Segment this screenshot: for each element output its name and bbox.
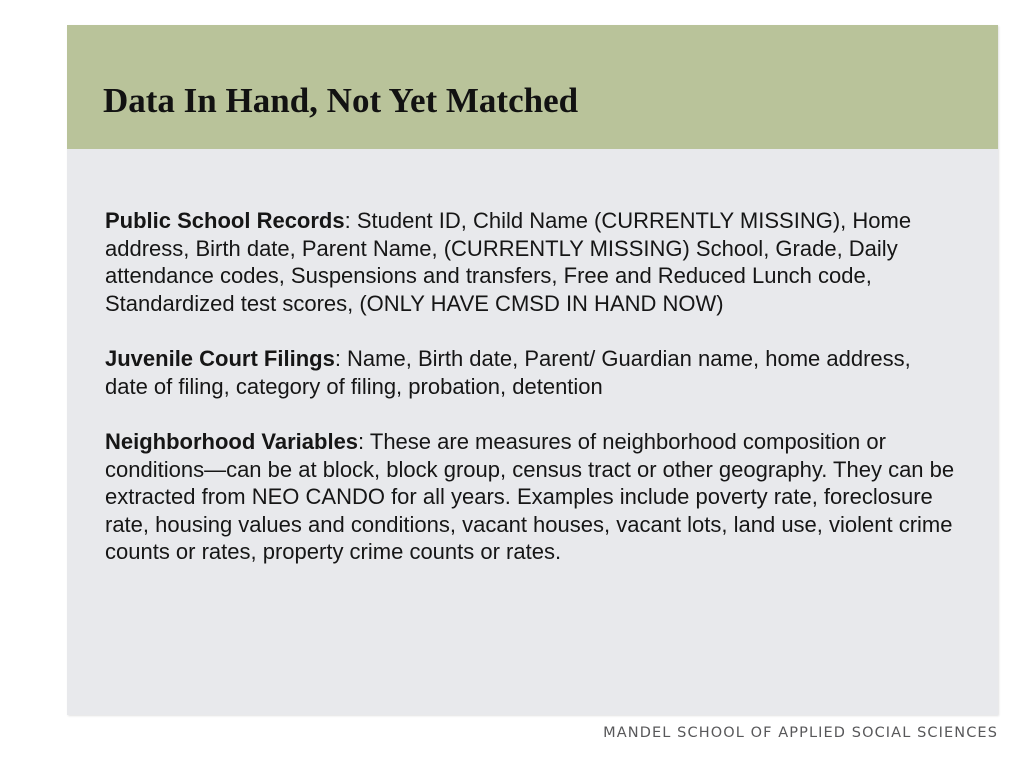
slide-title: Data In Hand, Not Yet Matched bbox=[103, 81, 579, 120]
slide bbox=[67, 25, 998, 715]
bullet-text: : Student ID, Child Name (CURRENTLY MISSING), Home address, Birth date, Parent Name, (CURRENTLY MISSING) School, Grade, Daily attendance codes, Suspensions and transfers, Free and Reduced Lunch code, Standardized test scores, (ONLY HAVE CMSD IN HAND NOW) bbox=[105, 208, 912, 316]
bullet-heading: Public School Records bbox=[105, 208, 345, 233]
bullet-text: : Name, Birth date, Parent/ Guardian name, home address, date of filing, category of filing, probation, detention bbox=[105, 346, 911, 399]
bullet-public-school-records bbox=[105, 207, 955, 317]
bullet-heading: Neighborhood Variables bbox=[105, 429, 359, 454]
bullet-neighborhood-variables bbox=[105, 428, 955, 566]
bullet-heading: Juvenile Court Filings bbox=[105, 346, 335, 371]
slide-body bbox=[105, 207, 955, 594]
bullet-text: : These are measures of neighborhood composition or conditions—can be at block, block group, census tract or other geography. They can be extracted from NEO CANDO for all years. Examples include poverty rate, foreclosure rate, housing values and conditions, vacant houses, vacant lots, land use, violent crime counts or rates, property crime counts or rates. bbox=[105, 429, 955, 564]
title-bar bbox=[67, 25, 998, 149]
institution-footer: MANDEL SCHOOL OF APPLIED SOCIAL SCIENCES bbox=[603, 725, 998, 741]
bullet-juvenile-court-filings bbox=[105, 345, 955, 400]
